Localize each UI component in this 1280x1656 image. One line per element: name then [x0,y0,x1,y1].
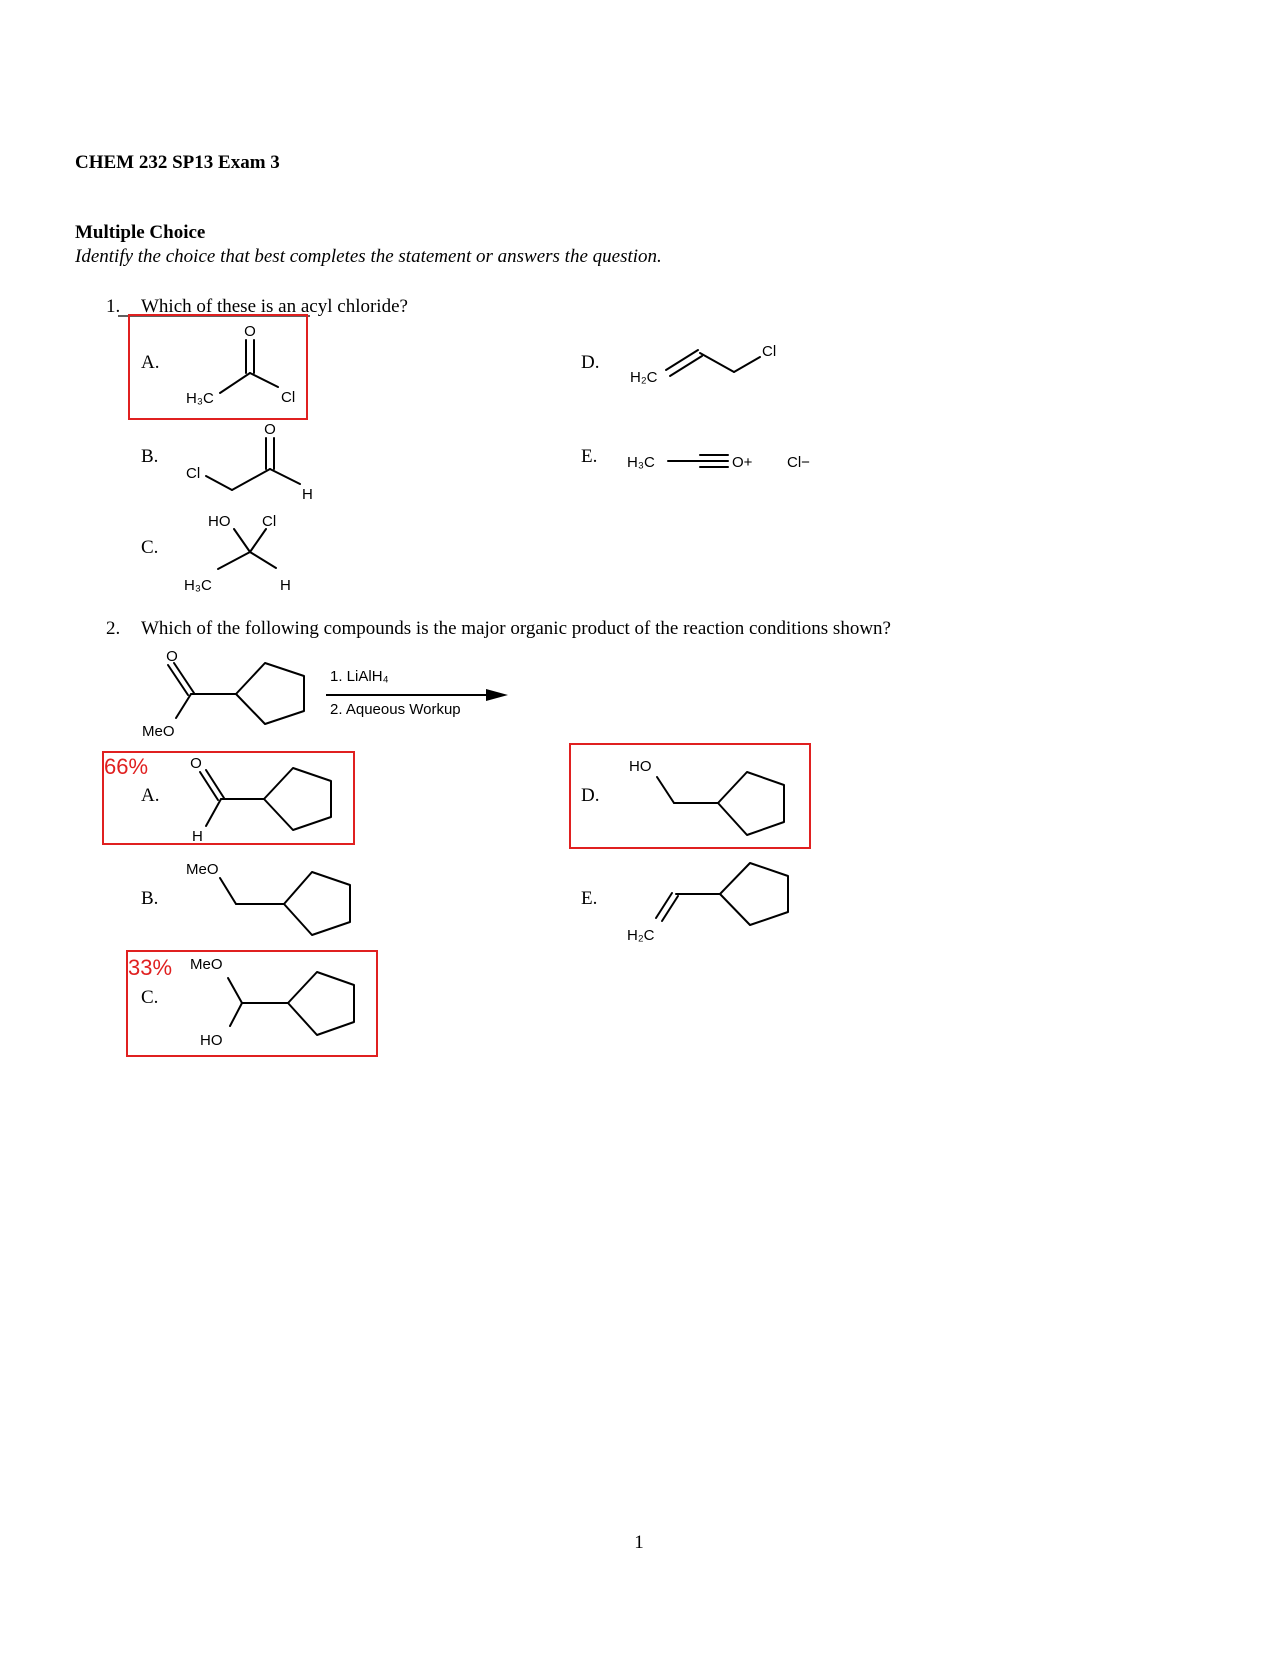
atom-label: H₂C [627,927,655,944]
atom-label: O [244,323,256,340]
response-percentage: 66% [104,754,149,779]
atom-label: H [302,486,313,503]
choice-letter: B. [141,888,159,909]
choice-letter: D. [581,352,600,373]
choice-2a[interactable] [103,752,354,845]
structure-acetyl-chloride [186,323,295,407]
choice-letter: A. [141,352,160,373]
atom-label: H [280,577,291,594]
reagent-step-1: 1. LiAlH₄ [330,668,389,685]
section-instructions: Identify the choice that best completes the statement or answers the question. [75,246,662,267]
reaction-arrowhead [486,689,508,701]
choice-1a[interactable] [129,315,307,419]
page-title: CHEM 232 SP13 Exam 3 [75,152,280,173]
atom-label: O [190,755,202,772]
choice-2d[interactable] [570,744,810,848]
atom-label: MeO [186,861,219,878]
atom-label: Cl [281,389,296,406]
choice-letter: C. [141,537,159,558]
atom-label: Cl [186,465,201,482]
structure-chloroacetaldehyde [186,421,313,503]
choice-2c[interactable] [127,951,377,1056]
choice-1d[interactable] [581,343,776,386]
structure-aldehyde [190,755,331,845]
section-heading: Multiple Choice [75,222,206,243]
atom-label: O [264,421,276,438]
structure-alcohol-ether [190,956,354,1049]
question-number: 1. [106,296,121,317]
atom-label: H₃C [186,390,214,407]
response-highlight-box [570,744,810,848]
choice-letter: E. [581,446,598,467]
choice-1c[interactable] [141,513,291,594]
atom-label: HO [200,1032,223,1049]
question-prompt: Which of the following compounds is the major organic product of the reaction conditions shown? [141,618,891,639]
structure-chlorohydrin [184,513,291,594]
question-1 [106,296,810,594]
question-number: 2. [106,618,121,639]
atom-label: H₂C [630,369,658,386]
atom-label: Cl [762,343,777,360]
atom-label: Cl [262,513,277,530]
choice-1e[interactable] [581,446,810,471]
question-prompt: Which of these is an acyl chloride? [141,296,408,317]
question-2 [103,618,891,1056]
structure-allyl-chloride [630,343,776,386]
atom-label: HO [208,513,231,530]
page-number: 1 [634,1532,644,1553]
structure-reactant-ester [142,648,304,740]
reagent-step-2: 2. Aqueous Workup [330,701,461,718]
choice-2b[interactable] [141,861,350,935]
atom-label: MeO [190,956,223,973]
choice-letter: E. [581,888,598,909]
choice-letter: D. [581,785,600,806]
atom-label: MeO [142,723,175,740]
atom-label: H₃C [627,454,655,471]
choice-2e[interactable] [581,863,788,944]
structure-vinyl-cyclopentane [627,863,788,944]
choice-letter: C. [141,987,159,1008]
atom-label: H [192,828,203,845]
structure-methyl-ether [186,861,350,935]
choice-letter: B. [141,446,159,467]
atom-label: HO [629,758,652,775]
atom-label: O+ [732,454,753,471]
atom-label: H₃C [184,577,212,594]
atom-label: Cl− [787,454,810,471]
choice-1b[interactable] [141,421,313,503]
structure-acylium-chloride [627,454,810,471]
reaction-scheme [142,648,508,740]
response-percentage: 33% [128,955,173,980]
structure-primary-alcohol [629,758,784,835]
choice-letter: A. [141,785,160,806]
atom-label: O [166,648,178,665]
